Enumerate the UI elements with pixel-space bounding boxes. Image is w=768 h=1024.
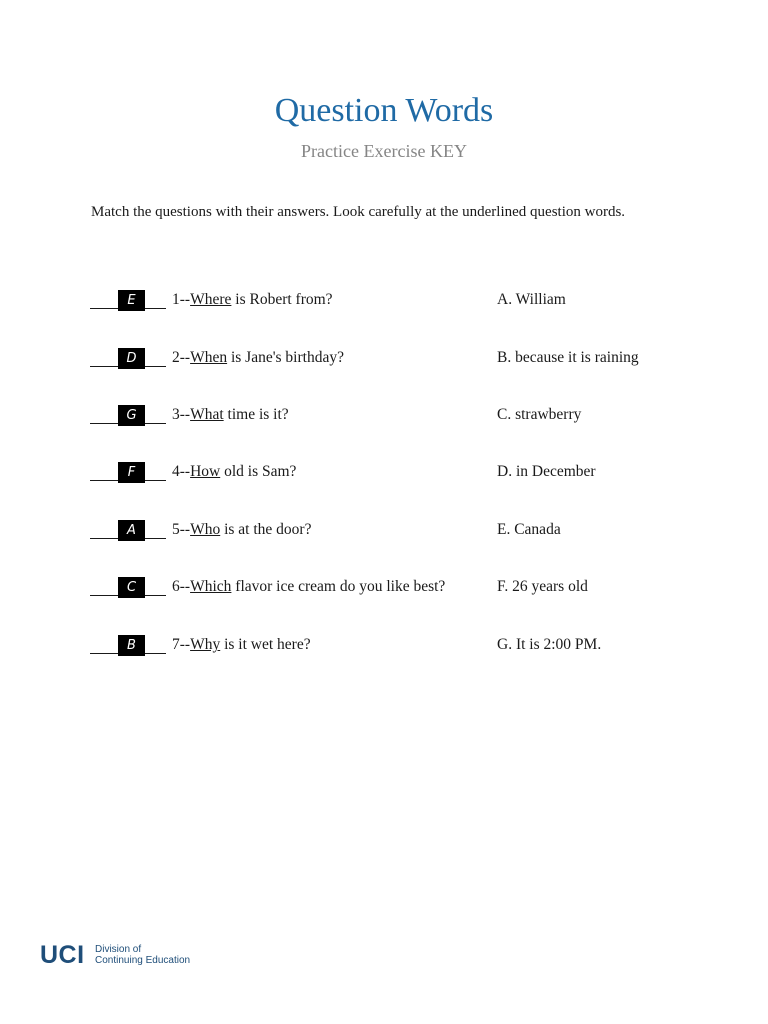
answer-option: B. because it is raining — [497, 349, 639, 366]
answer-option: F. 26 years old — [497, 578, 588, 595]
answer-blank — [90, 576, 166, 600]
answer-blank — [90, 404, 166, 428]
question-row — [90, 347, 690, 371]
question-row — [90, 404, 690, 428]
question-text: 3--What time is it? — [172, 406, 289, 423]
question-word: Who — [190, 521, 221, 538]
question-word: Which — [190, 578, 232, 595]
question-word: What — [190, 406, 224, 423]
question-text: 4--How old is Sam? — [172, 463, 297, 480]
answer-key-box: B — [118, 635, 145, 656]
answer-key-box: A — [118, 520, 145, 541]
answer-option: G. It is 2:00 PM. — [497, 636, 602, 653]
answer-key-box: D — [118, 348, 145, 369]
answer-blank — [90, 289, 166, 313]
question-text: 7--Why is it wet here? — [172, 636, 311, 653]
logo-line-2: Continuing Education — [95, 955, 191, 966]
question-word: Why — [190, 636, 221, 653]
logo-text — [95, 944, 190, 966]
logo-line-1: Division of — [95, 944, 142, 955]
answer-option: C. strawberry — [497, 406, 582, 423]
logo-mark: UCI — [40, 941, 85, 969]
document-title: Question Words — [274, 92, 494, 129]
answer-blank — [90, 461, 166, 485]
question-row — [90, 289, 690, 313]
question-text: 6--Which flavor ice cream do you like best? — [172, 578, 446, 595]
answer-key-box: G — [118, 405, 145, 426]
question-row — [90, 634, 690, 658]
answer-key-box: E — [118, 290, 145, 311]
question-row — [90, 576, 690, 600]
answer-option: D. in December — [497, 463, 596, 480]
instructions: Match the questions with their answers. Look carefully at the underlined question words. — [91, 204, 626, 220]
question-word: When — [190, 349, 228, 366]
document-subtitle: Practice Exercise KEY — [301, 141, 467, 161]
answer-option: E. Canada — [497, 521, 561, 538]
question-text: 5--Who is at the door? — [172, 521, 312, 538]
answer-blank — [90, 347, 166, 371]
answer-blank — [90, 634, 166, 658]
answer-option: A. William — [497, 291, 566, 308]
answer-key-box: F — [118, 462, 145, 483]
question-text: 1--Where is Robert from? — [172, 291, 333, 308]
question-row — [90, 461, 690, 485]
question-word: How — [190, 463, 221, 480]
question-row — [90, 519, 690, 543]
answer-key-box: C — [118, 577, 145, 598]
question-text: 2--When is Jane's birthday? — [172, 349, 344, 366]
question-word: Where — [190, 291, 232, 308]
answer-blank — [90, 519, 166, 543]
